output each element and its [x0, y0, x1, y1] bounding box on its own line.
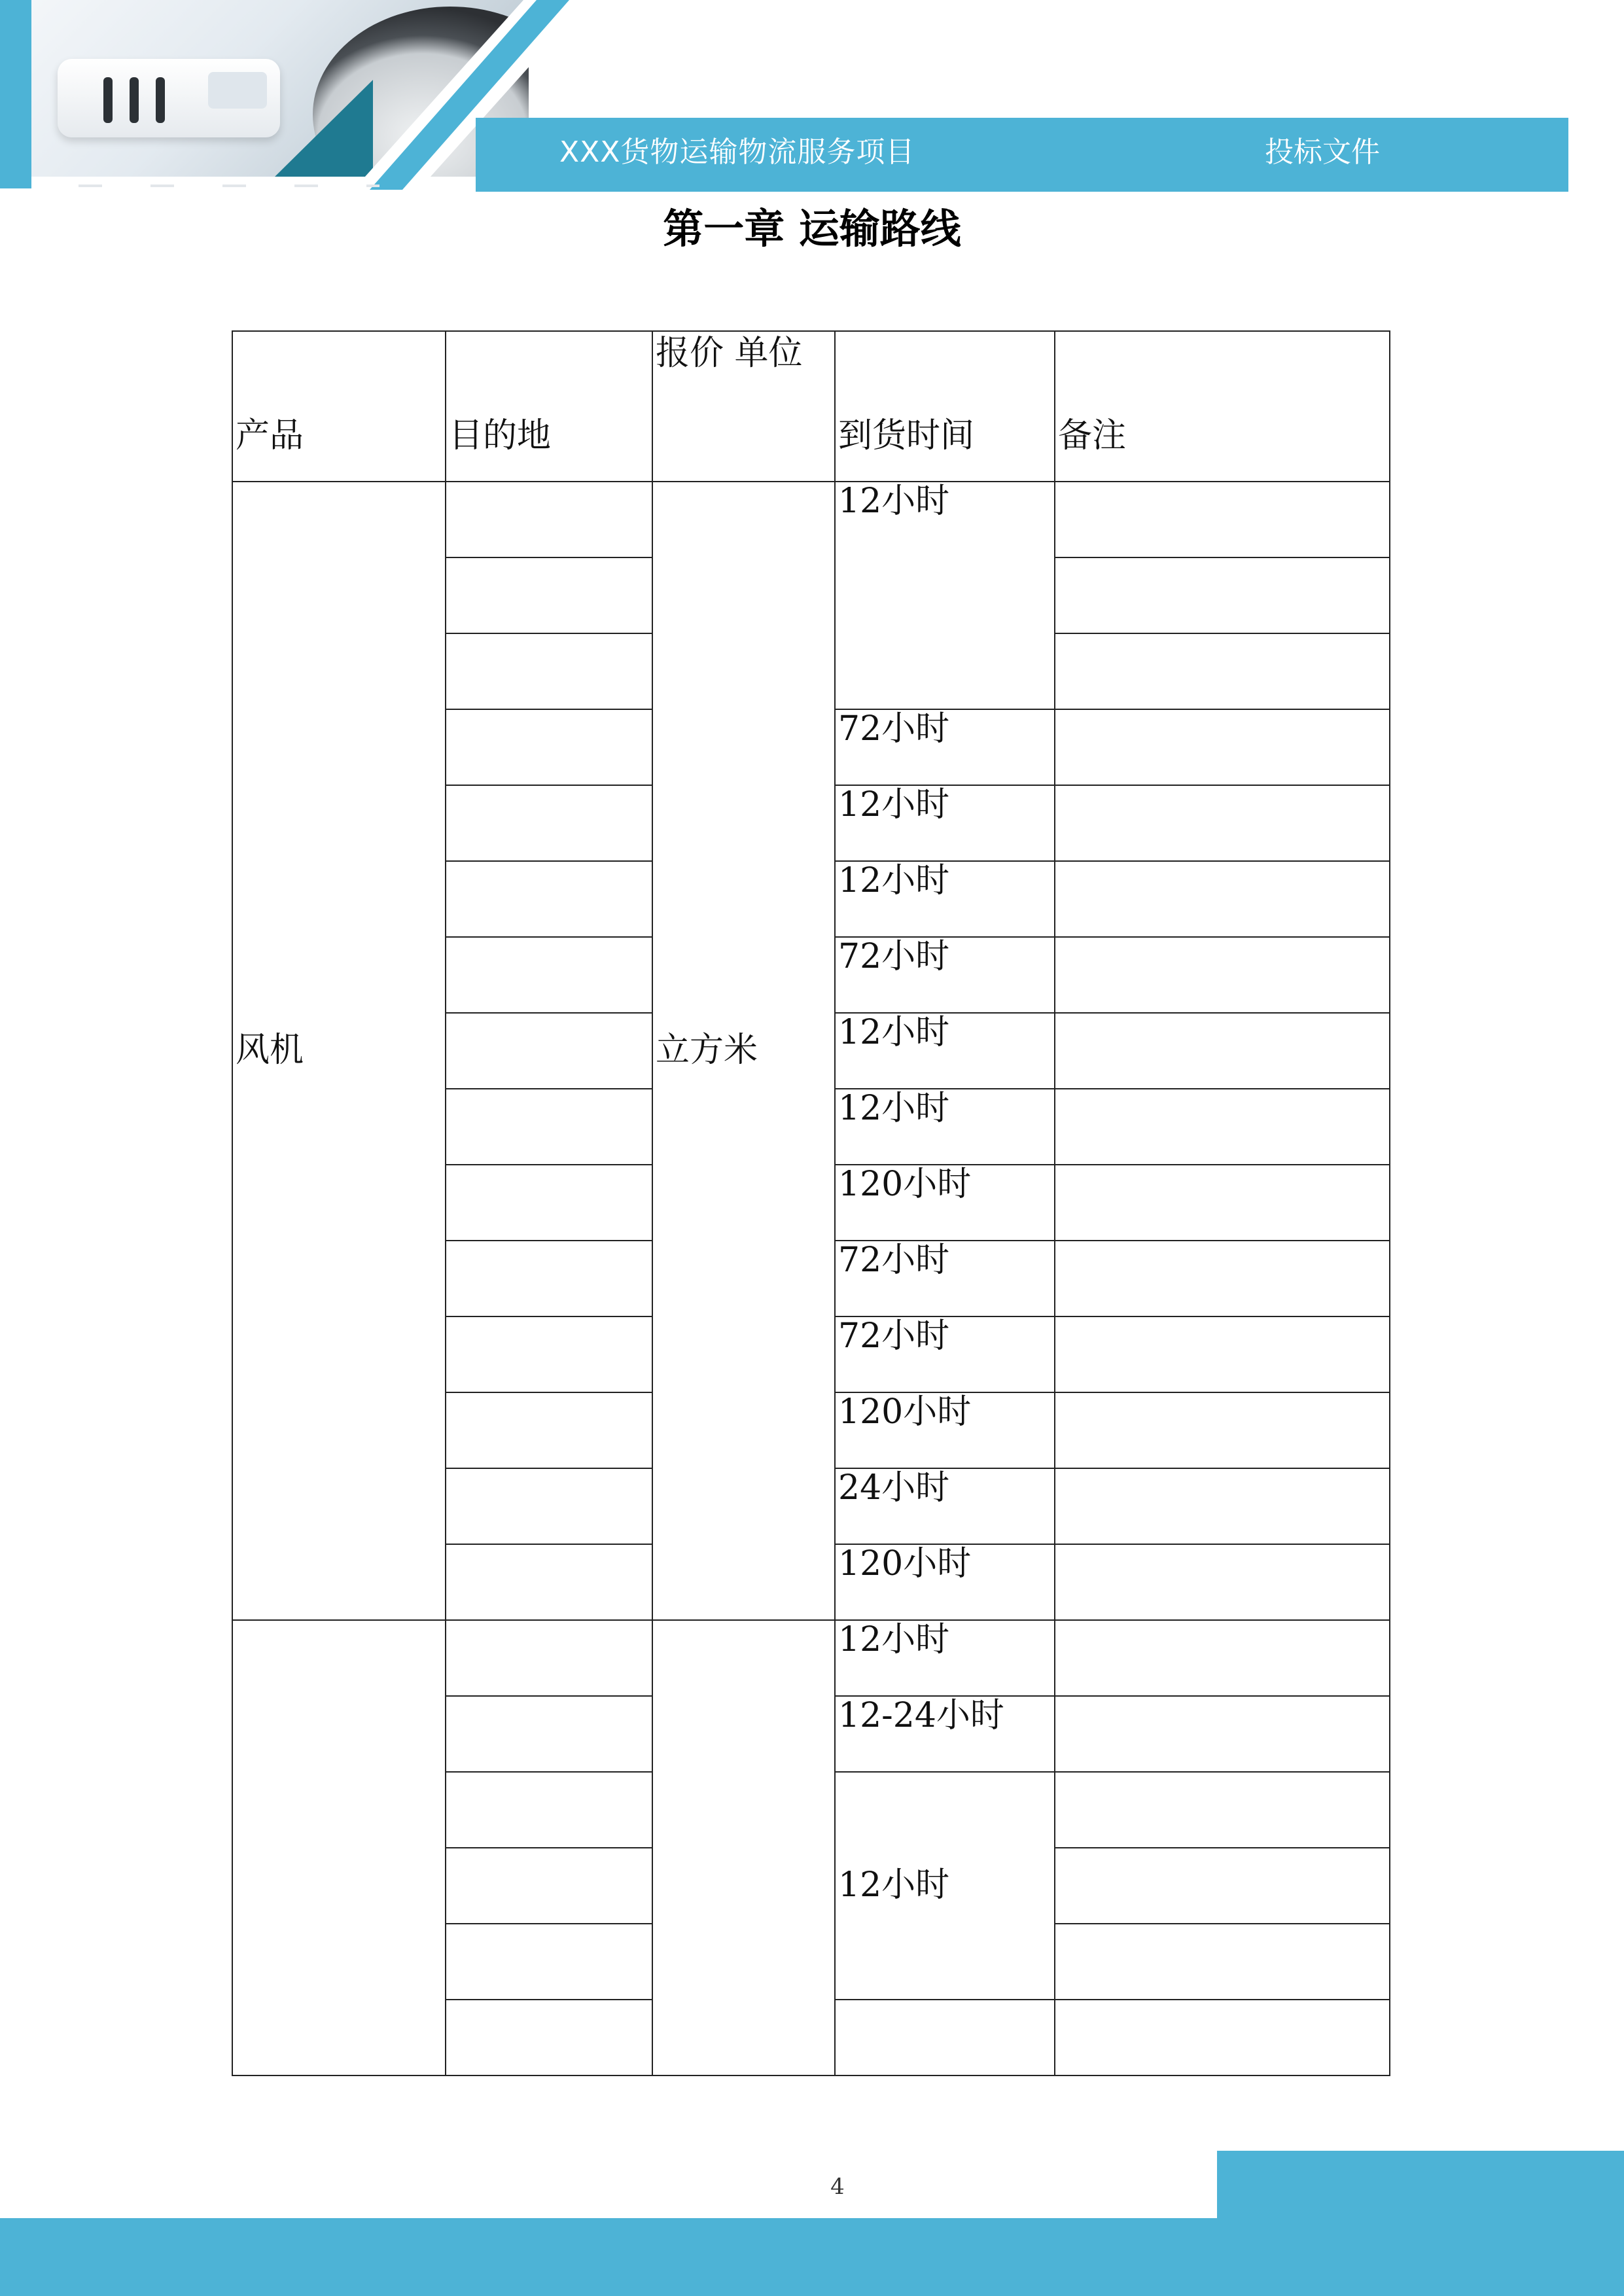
- destination-cell: [446, 785, 652, 861]
- destination-cell: [446, 1772, 652, 1848]
- remark-cell: [1055, 1392, 1390, 1468]
- page-number: 4: [830, 2174, 845, 2200]
- destination-cell: [446, 482, 652, 557]
- arrival-time-cell: 12小时: [835, 1089, 1055, 1165]
- remark-cell: [1055, 1165, 1390, 1241]
- destination-cell: [446, 1696, 652, 1772]
- destination-cell: [446, 557, 652, 633]
- remark-cell: [1055, 937, 1390, 1013]
- product-cell: [232, 1620, 446, 2075]
- arrival-time-cell: 72小时: [835, 1316, 1055, 1392]
- arrival-time-cell: 120小时: [835, 1392, 1055, 1468]
- arrival-time-cell: 12小时: [835, 482, 1055, 709]
- remark-cell: [1055, 709, 1390, 785]
- destination-cell: [446, 937, 652, 1013]
- table-header-row: [232, 331, 1390, 482]
- arrival-time-cell: 12-24小时: [835, 1696, 1055, 1772]
- arrival-time-cell: 12小时: [835, 861, 1055, 937]
- destination-cell: [446, 1392, 652, 1468]
- remark-cell: [1055, 1013, 1390, 1089]
- remark-cell: [1055, 2000, 1390, 2075]
- arrival-time-cell: 120小时: [835, 1165, 1055, 1241]
- chapter-title: 第一章 运输路线: [663, 205, 961, 253]
- remark-cell: [1055, 633, 1390, 709]
- header-arrival-time: 到货时间: [835, 331, 1055, 482]
- table-row: [232, 482, 1390, 557]
- remark-cell: [1055, 1468, 1390, 1544]
- remark-cell: [1055, 1316, 1390, 1392]
- remark-cell: [1055, 1620, 1390, 1696]
- arrival-time-cell: 72小时: [835, 937, 1055, 1013]
- remark-cell: [1055, 1848, 1390, 1924]
- destination-cell: [446, 1089, 652, 1165]
- arrival-time-cell: 12小时: [835, 1013, 1055, 1089]
- arrival-time-cell: 24小时: [835, 1468, 1055, 1544]
- remark-cell: [1055, 1544, 1390, 1620]
- arrival-time-cell: 72小时: [835, 1241, 1055, 1316]
- arrival-time-cell: 12小时: [835, 785, 1055, 861]
- destination-cell: [446, 1924, 652, 2000]
- destination-cell: [446, 1468, 652, 1544]
- remark-cell: [1055, 482, 1390, 557]
- arrival-time-cell: 120小时: [835, 1544, 1055, 1620]
- header-destination: 目的地: [446, 331, 652, 482]
- remark-cell: [1055, 785, 1390, 861]
- product-cell: 风机: [232, 482, 446, 1620]
- destination-cell: [446, 1013, 652, 1089]
- arrival-time-cell: 12小时: [835, 1620, 1055, 1696]
- header-quote-unit: 报价 单位: [652, 331, 835, 482]
- destination-cell: [446, 1316, 652, 1392]
- arrival-time-cell: [835, 2000, 1055, 2075]
- remark-cell: [1055, 861, 1390, 937]
- header-product: 产品: [232, 331, 446, 482]
- destination-cell: [446, 2000, 652, 2075]
- destination-cell: [446, 1241, 652, 1316]
- remark-cell: [1055, 1089, 1390, 1165]
- destination-cell: [446, 1848, 652, 1924]
- unit-cell: 立方米: [652, 482, 835, 1620]
- remark-cell: [1055, 557, 1390, 633]
- remark-cell: [1055, 1924, 1390, 2000]
- destination-cell: [446, 1620, 652, 1696]
- project-title: XXX货物运输物流服务项目: [559, 135, 915, 169]
- header-dash-decoration: [79, 185, 380, 187]
- remark-cell: [1055, 1696, 1390, 1772]
- destination-cell: [446, 1165, 652, 1241]
- arrival-time-cell: 12小时: [835, 1772, 1055, 2000]
- destination-cell: [446, 861, 652, 937]
- table-row: [232, 1620, 1390, 1696]
- route-table: [232, 330, 1390, 2076]
- footer-bar: [0, 2218, 1624, 2296]
- remark-cell: [1055, 1772, 1390, 1848]
- unit-cell: [652, 1620, 835, 2075]
- remark-cell: [1055, 1241, 1390, 1316]
- destination-cell: [446, 1544, 652, 1620]
- document-type: 投标文件: [1265, 135, 1380, 169]
- destination-cell: [446, 709, 652, 785]
- header-remark: 备注: [1055, 331, 1390, 482]
- destination-cell: [446, 633, 652, 709]
- arrival-time-cell: 72小时: [835, 709, 1055, 785]
